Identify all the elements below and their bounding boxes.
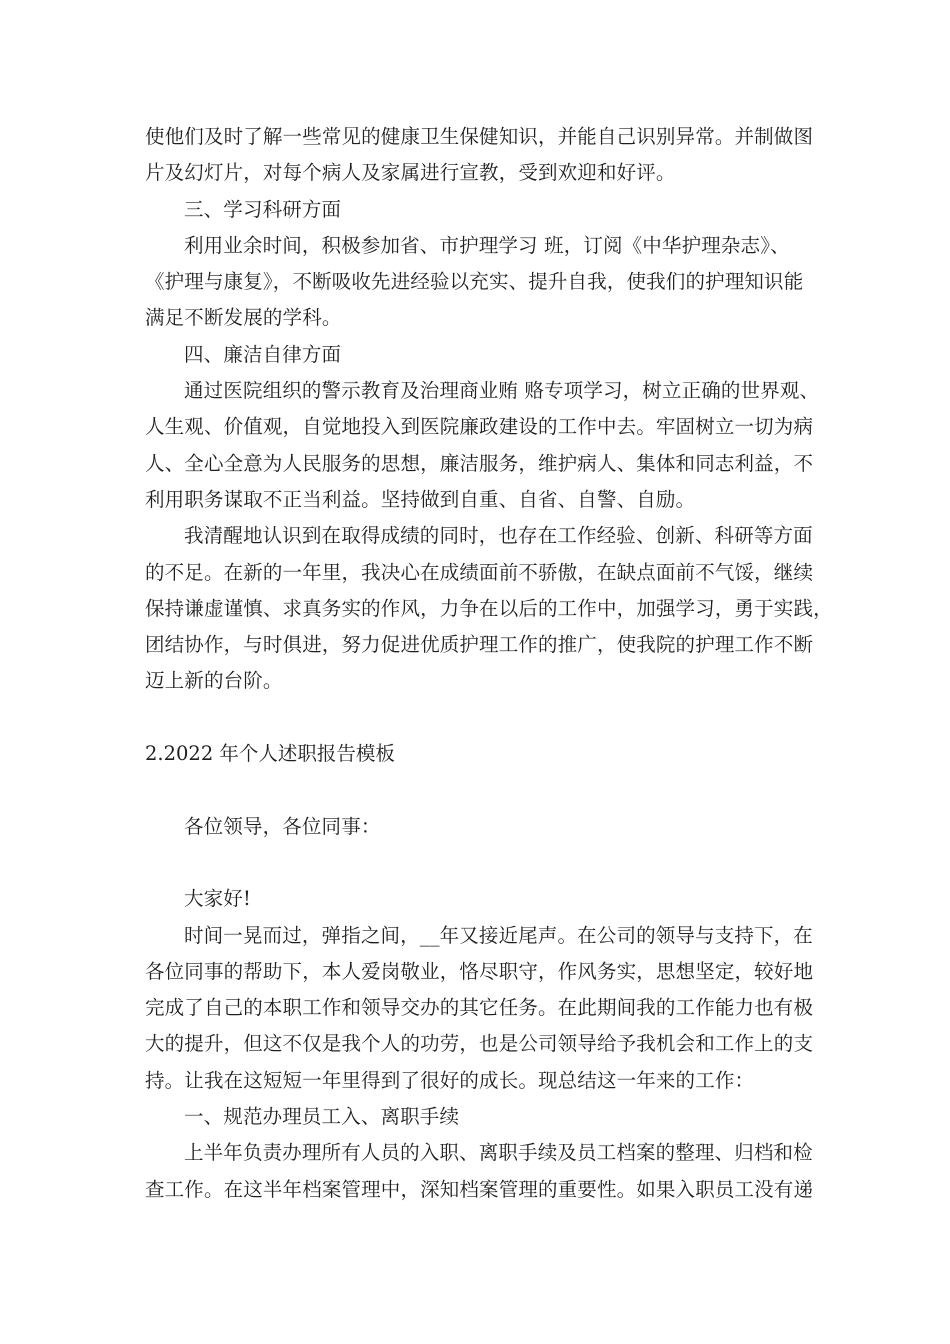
paragraph-line: 使他们及时了解一些常见的健康卫生保健知识，并能自己识别异常。并制做图 (145, 125, 814, 148)
paragraph-line: 的不足。在新的一年里，我决心在成绩面前不骄傲，在缺点面前不气馁，继续 (145, 560, 814, 584)
paragraph-line: 持。让我在这短短一年里得到了很好的成长。现总结这一年来的工作： (145, 1068, 755, 1092)
paragraph-line: 团结协作，与时俱进，努力促进优质护理工作的推广，使我院的护理工作不断 (145, 633, 814, 657)
blank-line (145, 772, 825, 808)
paragraph-line: 我清醒地认识到在取得成绩的同时，也存在工作经验、创新、科研等方面 (184, 524, 813, 548)
paragraph-line: 上半年负责办理所有人员的入职、离职手续及员工档案的整理、归档和检 (184, 1141, 813, 1165)
paragraph-line: 满足不断发展的学科。 (145, 306, 342, 330)
blank-line (145, 845, 825, 881)
paragraph-line: 利用职务谋取不正当利益。坚持做到自重、自省、自警、自励。 (145, 487, 696, 511)
section-heading-integrity: 四、廉洁自律方面 (184, 342, 342, 366)
document-body (145, 119, 833, 1208)
paragraph-line: 迈上新的台阶。 (145, 669, 283, 693)
paragraph-line: 时间一晃而过，弹指之间，__年又接近尾声。在公司的领导与支持下，在 (184, 923, 813, 947)
section-heading-study: 三、学习科研方面 (184, 197, 342, 221)
paragraph-line: 《护理与康复》，不断吸收先进经验以充实、提升自我，使我们的护理知识能 (145, 270, 804, 294)
greeting: 大家好! (184, 887, 251, 911)
paragraph-line: 查工作。在这半年档案管理中，深知档案管理的重要性。如果入职员工没有递 (145, 1177, 814, 1201)
paragraph-line: 保持谦虚谨慎、求真务实的作风，力争在以后的工作中，加强学习，勇于实践， (145, 596, 833, 620)
paragraph-line: 片及幻灯片，对每个病人及家属进行宣教，受到欢迎和好评。 (145, 161, 676, 185)
paragraph-line: 人、全心全意为人民服务的思想，廉洁服务，维护病人、集体和同志利益，不 (145, 451, 814, 475)
paragraph-line: 大的提升，但这不仅是我个人的功劳，也是公司领导给予我机会和工作上的支 (145, 1032, 814, 1056)
paragraph-line: 利用业余时间，积极参加省、市护理学习 班，订阅《中华护理杂志》、 (184, 233, 790, 257)
blank-line (145, 700, 825, 736)
section-heading-onboarding: 一、规范办理员工入、离职手续 (184, 1105, 460, 1129)
salutation: 各位领导，各位同事： (184, 814, 381, 838)
paragraph-line: 各位同事的帮助下，本人爱岗敬业，恪尽职守，作风务实，思想坚定，较好地 (145, 959, 814, 983)
document-title: 2.2022 年个人述职报告模板 (145, 742, 395, 766)
paragraph-line: 人生观、价值观，自觉地投入到医院廉政建设的工作中去。牢固树立一切为病 (145, 415, 814, 439)
paragraph-line: 通过医院组织的警示教育及治理商业贿 赂专项学习，树立正确的世界观、 (184, 379, 820, 403)
paragraph-line: 完成了自己的本职工作和领导交办的其它任务。在此期间我的工作能力也有极 (145, 996, 814, 1020)
